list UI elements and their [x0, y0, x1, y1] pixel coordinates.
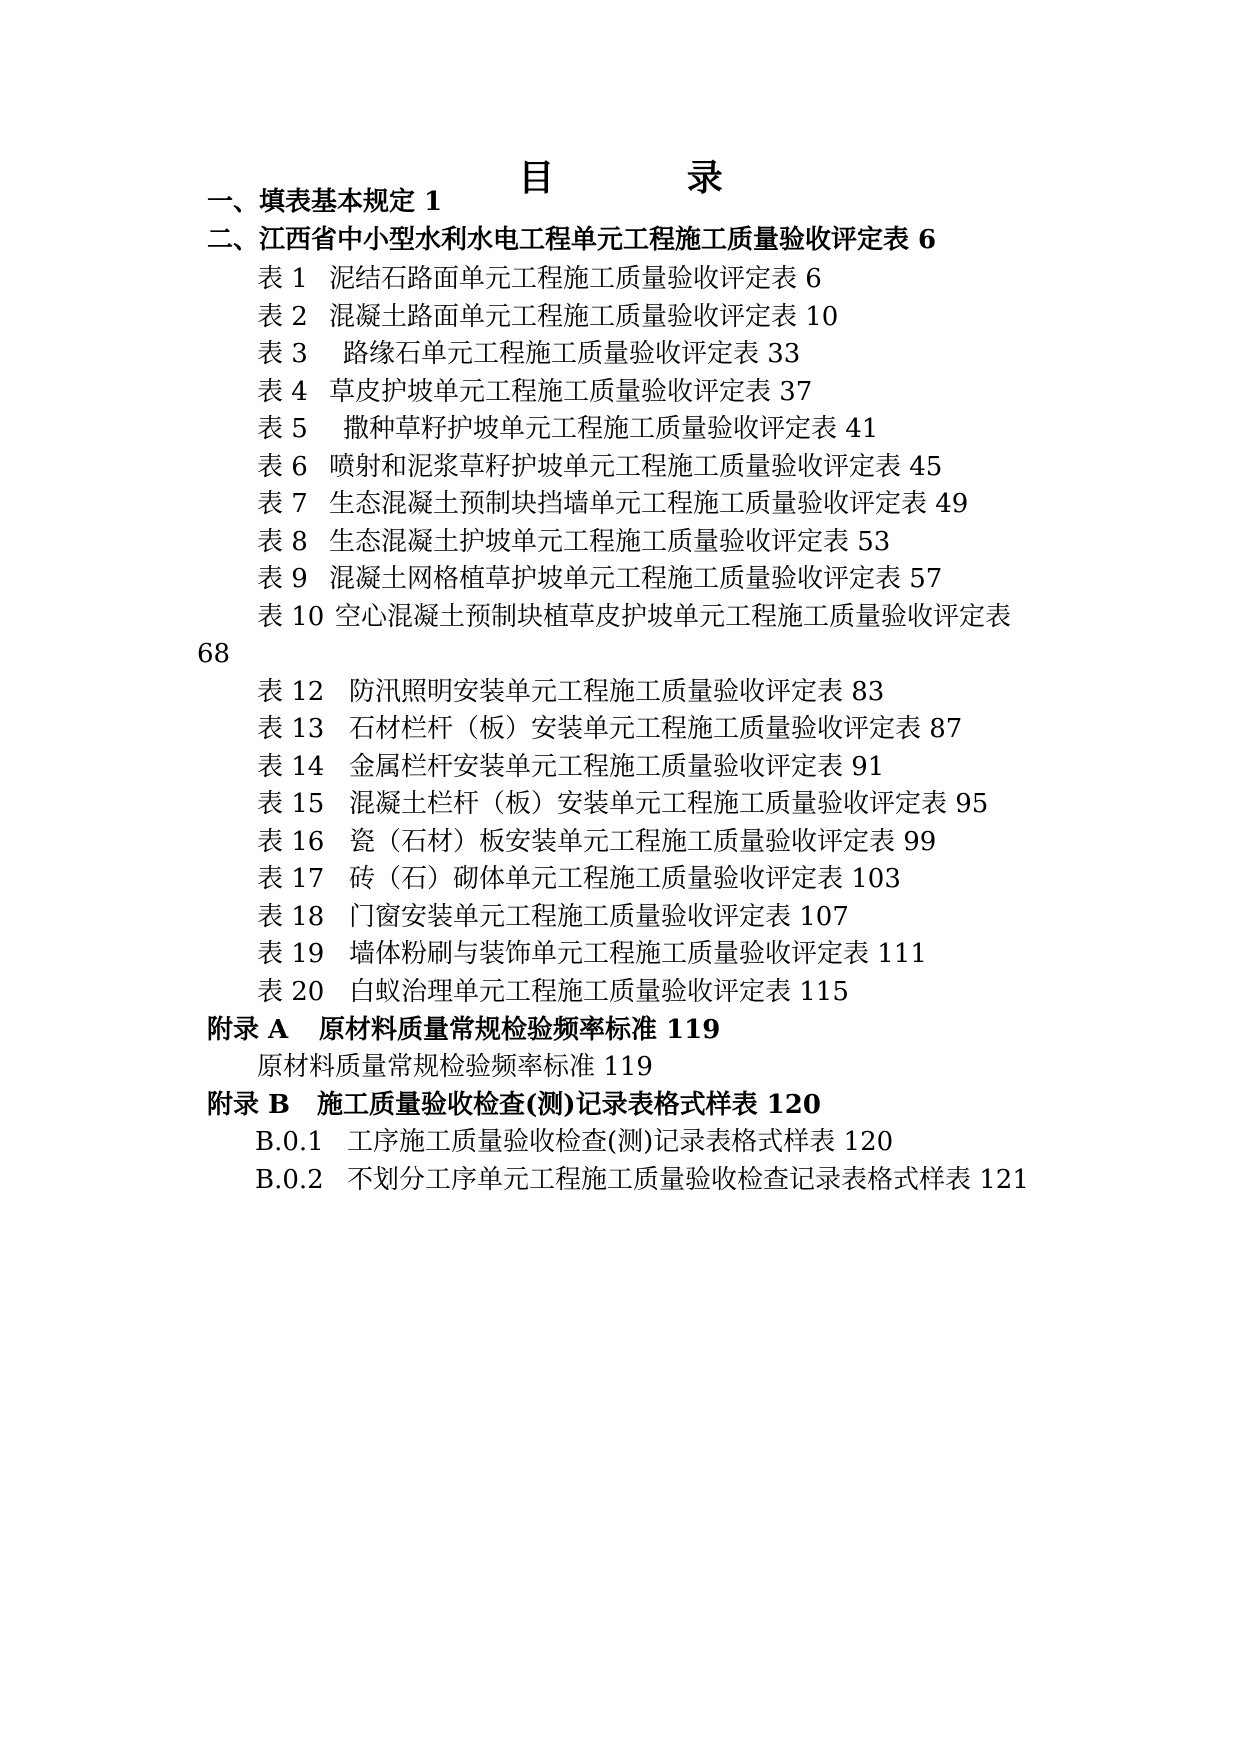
toc-entry-number: 表 15: [257, 789, 325, 819]
toc-entry-section-1: 一、填表基本规定 1: [207, 187, 443, 217]
toc-entry-table-10-page: 68: [197, 639, 231, 669]
toc-entry-table-7: [257, 484, 968, 524]
toc-entry-appendix-a: [207, 1010, 720, 1050]
toc-entry-table-2: [257, 297, 838, 337]
toc-entry-number: 表 4: [257, 377, 308, 407]
page-title: 目 录: [518, 157, 783, 199]
toc-entry-text: 撒种草籽护坡单元工程施工质量验收评定表 41: [343, 414, 879, 444]
toc-entry-text: 门窗安装单元工程施工质量验收评定表 107: [349, 902, 849, 932]
toc-entry-number: 表 9: [257, 564, 308, 594]
toc-entry-section-2: 二、江西省中小型水利水电工程单元工程施工质量验收评定表 6: [207, 225, 937, 255]
toc-entry-appendix-b: [207, 1085, 821, 1125]
toc-entry-text: 混凝土栏杆（板）安装单元工程施工质量验收评定表 95: [349, 789, 989, 819]
toc-entry-text: 不划分工序单元工程施工质量验收检查记录表格式样表 121: [347, 1165, 1029, 1195]
toc-entry-number: 表 3: [257, 339, 308, 369]
toc-entry-number: 表 8: [257, 527, 308, 557]
toc-entry-text: 混凝土路面单元工程施工质量验收评定表 10: [329, 302, 839, 332]
toc-entry-text: 白蚁治理单元工程施工质量验收评定表 115: [349, 977, 849, 1007]
toc-entry-table-15: [257, 784, 988, 824]
toc-entry-number: 表 19: [257, 939, 325, 969]
toc-entry-text: 瓷（石材）板安装单元工程施工质量验收评定表 99: [349, 827, 937, 857]
toc-entry-text: 防汛照明安装单元工程施工质量验收评定表 83: [349, 677, 885, 707]
toc-entry-text: 草皮护坡单元工程施工质量验收评定表 37: [329, 377, 813, 407]
toc-entry-number: 表 7: [257, 489, 308, 519]
toc-entry-table-4: [257, 372, 812, 412]
toc-entry-number: B.0.1: [255, 1127, 324, 1157]
toc-entry-table-16: [257, 822, 936, 862]
toc-entry-text: 生态混凝土护坡单元工程施工质量验收评定表 53: [329, 527, 891, 557]
toc-entry-text: 工序施工质量验收检查(测)记录表格式样表 120: [347, 1127, 894, 1157]
toc-entry-text: 泥结石路面单元工程施工质量验收评定表 6: [329, 264, 822, 294]
toc-entry-table-6: [257, 447, 942, 487]
toc-entry-table-12: [257, 672, 884, 712]
toc-entry-table-9: [257, 559, 942, 599]
toc-entry-text: 生态混凝土预制块挡墙单元工程施工质量验收评定表 49: [329, 489, 969, 519]
toc-entry-table-20: [257, 972, 849, 1012]
toc-entry-table-1: [257, 259, 822, 299]
toc-entry-number: 表 2: [257, 302, 308, 332]
toc-entry-text: 施工质量验收检查(测)记录表格式样表 120: [317, 1090, 821, 1120]
toc-entry-text: 原材料质量常规检验频率标准 119: [319, 1015, 721, 1045]
toc-entry-text: 墙体粉刷与装饰单元工程施工质量验收评定表 111: [349, 939, 927, 969]
toc-entry-number: 附录 A: [207, 1015, 289, 1045]
toc-entry-table-19: [257, 934, 927, 974]
toc-entry-text: 混凝土网格植草护坡单元工程施工质量验收评定表 57: [329, 564, 943, 594]
toc-entry-text: 喷射和泥浆草籽护坡单元工程施工质量验收评定表 45: [329, 452, 943, 482]
toc-entry-number: B.0.2: [255, 1165, 324, 1195]
toc-entry-number: 附录 B: [207, 1090, 291, 1120]
toc-entry-table-17: [257, 859, 901, 899]
toc-entry-text: 石材栏杆（板）安装单元工程施工质量验收评定表 87: [349, 714, 963, 744]
toc-entry-number: 表 16: [257, 827, 325, 857]
toc-entry-number: 表 10: [257, 602, 325, 632]
toc-entry-table-3: [257, 334, 800, 374]
toc-entry-number: 表 17: [257, 864, 325, 894]
toc-entry-table-10: [257, 597, 1011, 637]
toc-entry-number: 表 12: [257, 677, 325, 707]
toc-entry-table-8: [257, 522, 890, 562]
toc-entry-table-18: [257, 897, 849, 937]
toc-entry-table-14: [257, 747, 884, 787]
toc-entry-number: 表 1: [257, 264, 308, 294]
toc-entry-appendix-a-1: 原材料质量常规检验频率标准 119: [257, 1052, 653, 1082]
toc-entry-text: 砖（石）砌体单元工程施工质量验收评定表 103: [349, 864, 901, 894]
toc-entry-number: 表 13: [257, 714, 325, 744]
toc-entry-appendix-b-2: [255, 1160, 1029, 1200]
toc-entry-number: 表 5: [257, 414, 308, 444]
toc-entry-number: 表 6: [257, 452, 308, 482]
toc-entry-table-13: [257, 709, 962, 749]
toc-entry-text: 路缘石单元工程施工质量验收评定表 33: [343, 339, 801, 369]
toc-entry-table-5: [257, 409, 878, 449]
toc-entry-text: 金属栏杆安装单元工程施工质量验收评定表 91: [349, 752, 885, 782]
toc-entry-number: 表 14: [257, 752, 325, 782]
toc-entry-number: 表 18: [257, 902, 325, 932]
toc-entry-appendix-b-1: [255, 1122, 893, 1162]
toc-entry-number: 表 20: [257, 977, 325, 1007]
toc-entry-text: 空心混凝土预制块植草皮护坡单元工程施工质量验收评定表: [335, 602, 1012, 632]
